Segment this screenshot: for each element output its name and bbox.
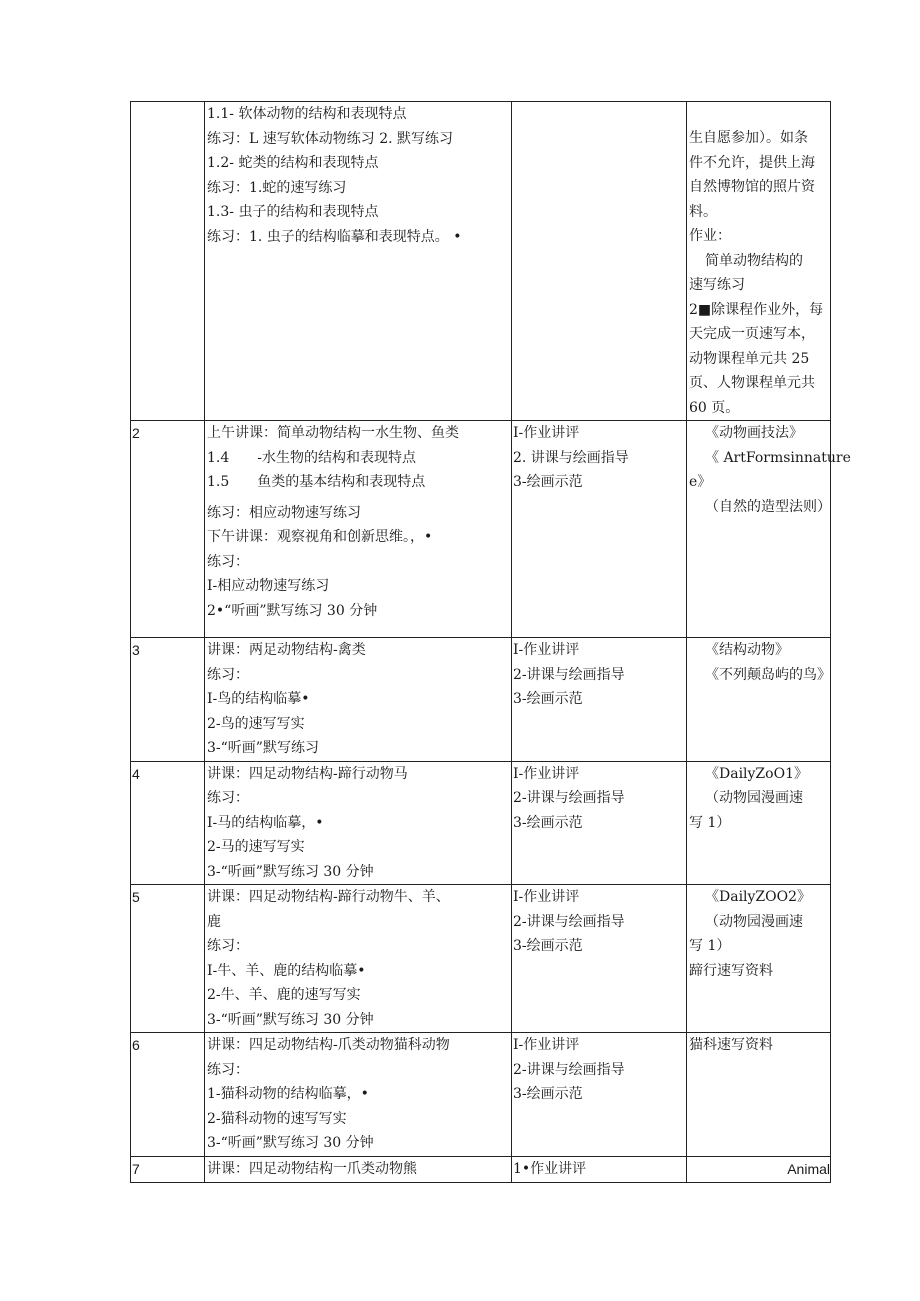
resources-cell (687, 1033, 831, 1157)
method-cell (512, 1033, 687, 1157)
resource-line: 生自愿参加）。如条 (689, 130, 808, 146)
week-cell: 2 (131, 421, 205, 638)
content-cell (205, 761, 512, 885)
content-cell (205, 102, 512, 421)
content-line: 1.4 -水生物的结构和表现特点 (207, 449, 416, 466)
method-line: 2-讲课与绘画指导 (513, 913, 625, 930)
method-line: 3-绘画示范 (513, 474, 583, 490)
resource-line: 自然博物馆的照片资 (689, 179, 815, 195)
content-line: 3-“听画”默写练习 30 分钟 (207, 1011, 374, 1028)
method-line: 2-讲课与绘画指导 (513, 666, 625, 683)
method-cell (512, 1156, 687, 1182)
method-cell (512, 102, 687, 421)
resource-line: 《不列颠岛屿的鸟》 (705, 666, 831, 683)
resource-line: 60 页。 (689, 399, 740, 416)
content-line: 讲课：两足动物结构-禽类 (207, 642, 366, 658)
method-line: 2. 讲课与绘画指导 (513, 449, 629, 466)
resource-line: 《结构动物》 (705, 642, 789, 658)
resource-line: 2■除课程作业外，每 (689, 301, 824, 318)
content-line: 练习： (207, 666, 249, 683)
method-cell (512, 761, 687, 885)
content-line: 3-“听画”默写练习 (207, 740, 319, 756)
content-line: 讲课：四足动物结构-蹄行动物牛、羊、 (207, 889, 450, 905)
method-line: I-作业讲评 (513, 642, 580, 658)
content-cell (205, 885, 512, 1033)
content-line: 练习： (207, 938, 249, 954)
method-line: 3-绘画示范 (513, 938, 583, 954)
resource-line: （动物园漫画速 (705, 913, 803, 930)
method-line: 1•作业讲评 (513, 1160, 587, 1177)
content-line: 2-牛、羊、鹿的速写写实 (207, 987, 361, 1003)
week-cell (131, 102, 205, 421)
resource-line: 蹄行速写资料 (689, 962, 773, 979)
course-schedule-table (130, 101, 851, 1183)
resource-line: 动物课程单元共 25 (689, 350, 810, 367)
resource-line: 《DailyZoO1》 (705, 765, 808, 782)
content-line: 1.2- 蛇类的结构和表现特点 (207, 155, 379, 171)
content-line: 练习：1.蛇的速写练习 (207, 179, 347, 196)
week-cell: 7 (131, 1156, 205, 1182)
resource-line: 猫科速写资料 (689, 1037, 773, 1053)
week-cell: 4 (131, 761, 205, 885)
resource-line: 速写练习 (689, 277, 745, 293)
resources-cell (687, 102, 831, 421)
content-line: 练习：1. 虫子的结构临摹和表现特点。 • (207, 228, 462, 245)
content-line: 1-猫科动物的结构临摹，• (207, 1086, 369, 1102)
content-line: 练习：相应动物速写练习 (207, 504, 361, 521)
content-line: I-鸟的结构临摹• (207, 691, 310, 707)
resource-line: 《动物画技法》 (705, 425, 803, 441)
content-line: I-马的结构临摹，• (207, 814, 324, 831)
method-line: I-作业讲评 (513, 889, 580, 905)
method-line: 3-绘画示范 (513, 814, 583, 831)
resources-cell (687, 885, 831, 1033)
resources-cell (687, 638, 831, 762)
content-line: 3-“听画”默写练习 30 分钟 (207, 863, 374, 880)
content-line: 上午讲课：简单动物结构一水生物、鱼类 (207, 425, 459, 441)
resource-line: 《 ArtFormsinnature (705, 449, 851, 466)
table-row (131, 638, 831, 762)
content-line: 练习： (207, 790, 249, 806)
content-line: 练习： (207, 553, 249, 570)
method-line: I-作业讲评 (513, 425, 580, 441)
content-line: I-牛、羊、鹿的结构临摹• (207, 962, 366, 979)
method-cell (512, 421, 687, 638)
method-line: 3-绘画示范 (513, 1086, 583, 1102)
content-line: 2-鸟的速写写实 (207, 715, 305, 732)
resource-line: 天完成一页速写本， (689, 326, 815, 342)
content-cell (205, 1033, 512, 1157)
method-line: I-作业讲评 (513, 765, 580, 782)
content-line: 1.3- 虫子的结构和表现特点 (207, 204, 379, 220)
week-cell: 6 (131, 1033, 205, 1157)
content-line: 1.5 鱼类的基本结构和表现特点 (207, 474, 426, 490)
content-cell (205, 638, 512, 762)
table-row (131, 761, 831, 885)
resource-line: 写 1） (689, 938, 731, 954)
resource-line: （动物园漫画速 (705, 790, 803, 806)
resource-line: 写 1） (689, 814, 731, 831)
content-line: 鹿 (207, 913, 221, 930)
resource-line: （自然的造型法则） (705, 498, 831, 515)
resource-line: 简单动物结构的 (705, 252, 803, 269)
content-line: 2-猫科动物的速写写实 (207, 1110, 347, 1127)
method-line: 3-绘画示范 (513, 691, 583, 707)
method-line: 2-讲课与绘画指导 (513, 1061, 625, 1078)
resources-cell (687, 761, 831, 885)
resources-cell (687, 1156, 831, 1182)
content-line: 下午讲课：观察视角和创新思维。，• (207, 529, 433, 545)
resource-line: 料。 (689, 203, 717, 220)
method-line: I-作业讲评 (513, 1037, 580, 1053)
method-line: 2-讲课与绘画指导 (513, 790, 625, 806)
table-row (131, 1033, 831, 1157)
resource-line: 《DailyZOO2》 (705, 889, 812, 905)
method-cell (512, 885, 687, 1033)
method-cell (512, 638, 687, 762)
content-line: 2-马的速写写实 (207, 839, 305, 855)
content-cell (205, 1156, 512, 1182)
content-line: I-相应动物速写练习 (207, 578, 330, 594)
content-line: 3-“听画”默写练习 30 分钟 (207, 1135, 374, 1151)
content-line: 讲课：四足动物结构一爪类动物熊 (207, 1160, 417, 1177)
content-line: 1.1- 软体动物的结构和表现特点 (207, 106, 407, 122)
table-row (131, 421, 831, 638)
resource-line: 件不允许，提供上海 (689, 154, 815, 171)
content-line: 讲课：四足动物结构-蹄行动物马 (207, 765, 408, 782)
table-row (131, 102, 831, 421)
resource-line: e》 (689, 474, 712, 490)
resource-line: 页、人物课程单元共 (689, 375, 815, 391)
content-line: 练习： (207, 1061, 249, 1078)
table-row (131, 885, 831, 1033)
content-line: 练习：L 速写软体动物练习 2. 默写练习 (207, 130, 454, 147)
week-cell: 5 (131, 885, 205, 1033)
content-cell (205, 421, 512, 638)
resource-line: Animal (787, 1160, 830, 1177)
content-line: 讲课：四足动物结构-爪类动物猫科动物 (207, 1037, 450, 1053)
table-row (131, 1156, 831, 1182)
week-cell: 3 (131, 638, 205, 762)
resource-line: 作业： (689, 228, 731, 244)
resources-cell (687, 421, 851, 638)
content-line: 2•“听画”默写练习 30 分钟 (207, 602, 378, 619)
